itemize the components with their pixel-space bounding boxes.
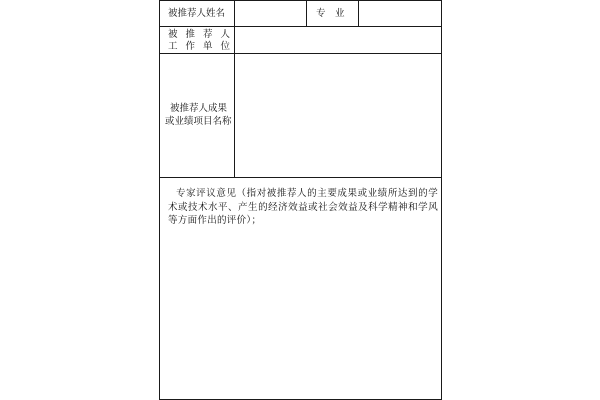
achievement-label-line1: 被推荐人成果 <box>170 103 228 114</box>
workplace-label-line2: 工作单位 <box>168 41 239 52</box>
major-label-left-divider <box>306 1 307 26</box>
workplace-field[interactable] <box>236 28 440 52</box>
achievement-field[interactable] <box>236 55 440 175</box>
row-divider-1 <box>160 26 441 27</box>
row-divider-2 <box>160 53 441 54</box>
major-label: 专 业 <box>316 8 345 19</box>
recommendation-form <box>159 0 442 400</box>
expert-opinion-label: 专家评议意见（指对被推荐人的主要成果或业绩所达到的学术或技术水平、产生的经济效益或社会效益及科学精神和学风等方面作出的评价）； <box>168 188 438 226</box>
nominee-name-field[interactable] <box>236 2 305 25</box>
workplace-label-line1: 被推荐人 <box>168 29 239 40</box>
major-label-right-divider <box>358 1 359 26</box>
major-field[interactable] <box>360 2 440 25</box>
expert-opinion-field[interactable] <box>164 233 438 393</box>
row-divider-3 <box>160 177 441 178</box>
achievement-label-line2: 或业绩项目名称 <box>165 116 232 127</box>
nominee-name-label: 被推荐人姓名 <box>168 8 226 19</box>
